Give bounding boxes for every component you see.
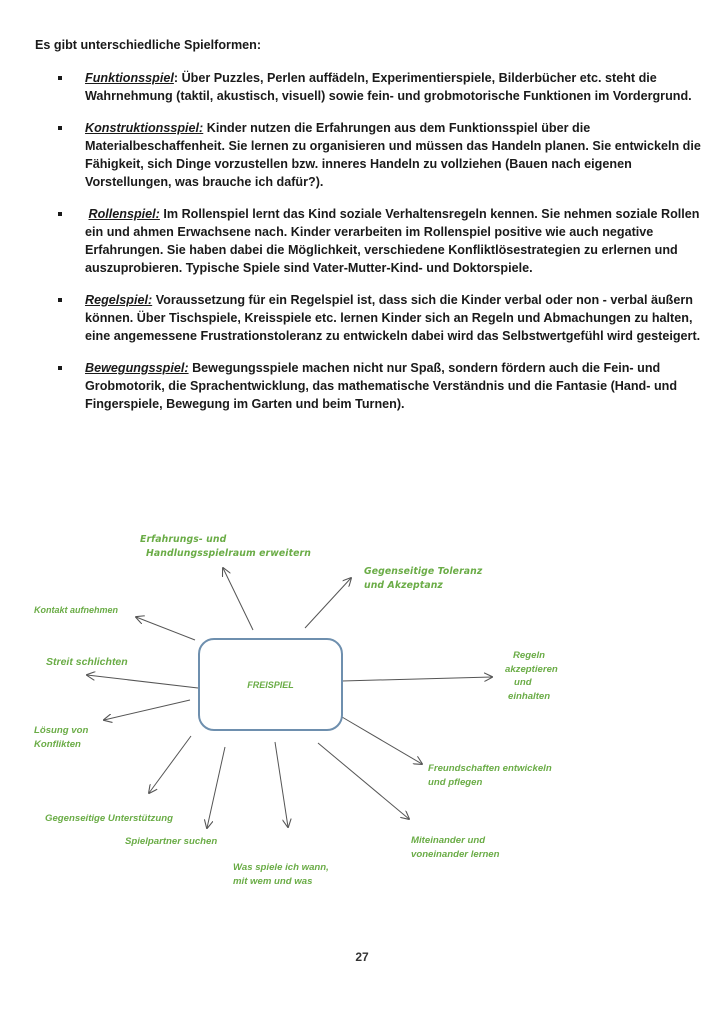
page-number: 27 bbox=[355, 950, 369, 964]
node-line: Kontakt aufnehmen bbox=[34, 605, 119, 615]
description: Über Puzzles, Perlen auffädeln, Experimentierspiele, Bilderbücher etc. steht die Wahrnehmung (taktil, akustisch, visuell) sowie fein- und grobmotorische Funktionen im Vordergrund. bbox=[85, 71, 692, 103]
play-forms-list bbox=[35, 69, 705, 413]
description: Bewegungsspiele machen nicht nur Spaß, sondern fördern auch die Fein- und Grobmotorik, die Sprachentwicklung, das mathematische Verständnis und die Fantasie (Hand- und Fingerspiele, Bewegung im Garten und beim Turnen). bbox=[85, 361, 678, 411]
node-line: Spielpartner suchen bbox=[125, 836, 218, 847]
arrow-streit bbox=[87, 675, 198, 688]
intro-heading: Es gibt unterschiedliche Spielformen: bbox=[35, 38, 262, 52]
node-line: einhalten bbox=[508, 690, 551, 702]
node-line: Miteinander und bbox=[411, 835, 486, 846]
node-freundschaften bbox=[428, 762, 552, 790]
node-line: voneinander lernen bbox=[411, 849, 500, 860]
term: Bewegungsspiel: bbox=[85, 361, 189, 375]
description: Kinder nutzen die Erfahrungen aus dem Funktionsspiel über die Materialbeschaffenheit. Sie lernen zu organisieren und müssen das Handeln planen. Sie entwickeln die Fähigkeit, sich Dinge vorzustellen bzw. inneres Handeln zu vollziehen (Bauen nach eigenen Vorstellungen, was brauche ich dafür?). bbox=[85, 121, 701, 189]
node-toleranz bbox=[364, 565, 482, 593]
arrows-layer bbox=[0, 500, 724, 900]
node-line: mit wem und was bbox=[233, 876, 313, 887]
node-line: Handlungsspielraum erweitern bbox=[146, 548, 311, 559]
document-body bbox=[35, 36, 705, 427]
node-line: Freundschaften entwickeln bbox=[428, 763, 552, 774]
arrow-loesung bbox=[104, 700, 190, 720]
node-line: Regeln bbox=[513, 650, 545, 661]
node-line: Gegenseitige Toleranz bbox=[364, 566, 483, 577]
node-line: und pflegen bbox=[428, 777, 483, 788]
arrow-wasspiele bbox=[275, 742, 288, 827]
node-line: Gegenseitige Unterstützung bbox=[45, 813, 173, 824]
arrow-toleranz bbox=[305, 578, 351, 628]
separator: : bbox=[173, 71, 182, 85]
node-kontakt bbox=[34, 603, 118, 617]
list-item-funktionsspiel bbox=[35, 69, 705, 105]
node-spielpartner bbox=[125, 835, 217, 849]
node-miteinander bbox=[411, 834, 500, 862]
arrow-unterstuetzung bbox=[149, 736, 191, 793]
arrow-kontakt bbox=[136, 617, 195, 640]
node-line: und Akzeptanz bbox=[364, 580, 443, 591]
list-item-regelspiel bbox=[35, 291, 705, 345]
bullet-square-icon bbox=[58, 76, 62, 80]
center-node-freispiel bbox=[198, 638, 343, 731]
node-line: Konflikten bbox=[34, 739, 81, 750]
arrow-spielpartner bbox=[207, 747, 225, 828]
node-streit bbox=[46, 655, 128, 669]
arrow-miteinander bbox=[318, 743, 409, 819]
node-line: und bbox=[514, 677, 532, 688]
node-erfahrung bbox=[140, 533, 311, 561]
node-line: Streit schlichten bbox=[46, 656, 128, 668]
description: Im Rollenspiel lernt das Kind soziale Verhaltensregeln kennen. Sie nehmen soziale Rollen ein und ahmen Erwachsene nach. Kinder verarbeiten im Rollenspiel positive wie auch negative Erfahrungen. Sie haben dabei die Möglichkeit, verschiedene Konfliktlösestrategien zu erlernen und auszuprobieren. Typische Spiele sind Vater-Mutter-Kind- und Doktorspiele. bbox=[85, 207, 700, 275]
arrow-regeln bbox=[342, 677, 492, 681]
center-node-label: FREISPIEL bbox=[247, 679, 294, 690]
node-wasspiele bbox=[233, 861, 329, 889]
node-regeln bbox=[505, 649, 558, 703]
bullet-square-icon bbox=[58, 298, 62, 302]
term: Funktionsspiel bbox=[85, 71, 174, 85]
list-item-rollenspiel bbox=[35, 205, 705, 277]
list-item-bewegungsspiel bbox=[35, 359, 705, 413]
arrow-erfahrung bbox=[223, 568, 253, 630]
description: Voraussetzung für ein Regelspiel ist, dass sich die Kinder verbal oder non - verbal äußern können. Über Tischspiele, Kreisspiele etc. lernen Kinder sich an Regeln und Abmachungen zu halten, eine angemessene Frustrationstoleranz zu entwickeln dabei wird das Selbstwertgefühl wird gesteigert. bbox=[85, 293, 701, 343]
bullet-square-icon bbox=[58, 126, 62, 130]
node-line: Was spiele ich wann, bbox=[233, 862, 329, 873]
arrow-freundschaften bbox=[342, 717, 422, 764]
node-line: Lösung von bbox=[34, 725, 89, 736]
node-line: akzeptieren bbox=[505, 663, 558, 675]
bullet-square-icon bbox=[58, 366, 62, 370]
list-item-konstruktionsspiel bbox=[35, 119, 705, 191]
term: Regelspiel: bbox=[85, 293, 153, 307]
node-loesung bbox=[34, 724, 88, 752]
node-unterstuetzung bbox=[45, 812, 173, 826]
freispiel-mindmap bbox=[0, 500, 724, 900]
term: Konstruktionsspiel: bbox=[85, 121, 204, 135]
bullet-square-icon bbox=[58, 212, 62, 216]
term: Rollenspiel: bbox=[88, 207, 160, 221]
node-line: Erfahrungs- und bbox=[140, 534, 227, 545]
